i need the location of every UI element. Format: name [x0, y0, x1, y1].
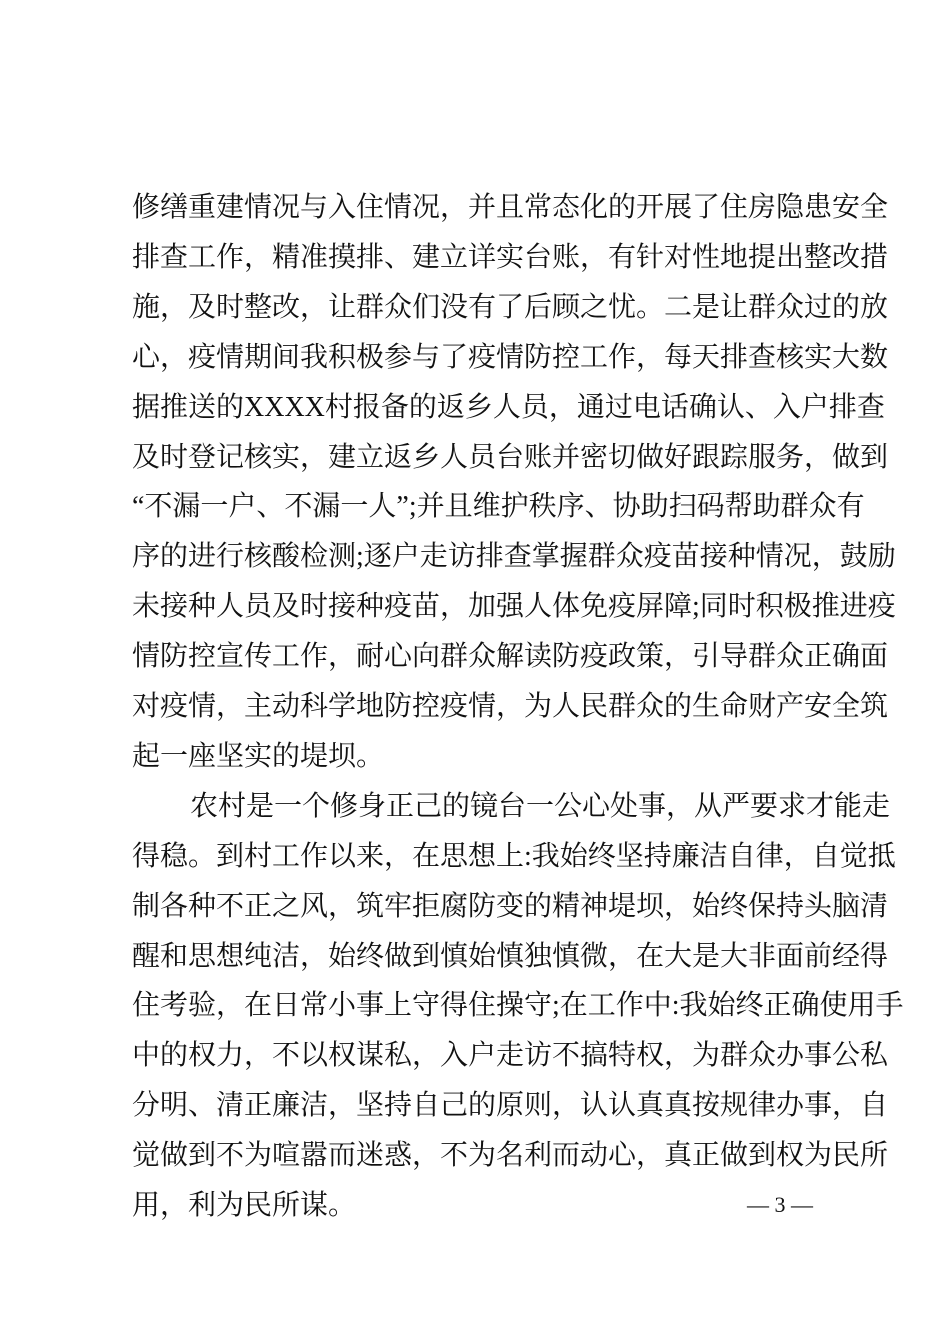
- text-line: 制各种不正之风，筑牢拒腐防变的精神堤坝，始终保持头脑清: [132, 890, 889, 922]
- text-line: 醒和思想纯洁，始终做到慎始慎独慎微，在大是大非面前经得: [132, 940, 889, 972]
- text-line: 据推送的XXXX村报备的返乡人员，通过电话确认、入户排查: [132, 391, 885, 423]
- text-line: 用，利为民所谋。: [132, 1190, 357, 1221]
- text-line: 心，疫情期间我积极参与了疫情防控工作，每天排查核实大数: [132, 341, 889, 373]
- text-line: 农村是一个修身正己的镜台一公心处事，从严要求才能走: [190, 790, 891, 822]
- text-line: 排查工作，精准摸排、建立详实台账，有针对性地提出整改措: [132, 241, 889, 273]
- text-line: 中的权力，不以权谋私，入户走访不搞特权，为群众办事公私: [132, 1040, 889, 1072]
- text-line: 未接种人员及时接种疫苗，加强人体免疫屏障;同时积极推进疫: [132, 591, 896, 623]
- text-line: 及时登记核实，建立返乡人员台账并密切做好跟踪服务，做到: [132, 441, 889, 473]
- page-number: — 3 —: [747, 1192, 813, 1217]
- text-line: 修缮重建情况与入住情况，并且常态化的开展了住房隐患安全: [132, 192, 889, 223]
- text-line: 序的进行核酸检测;逐户走访排查掌握群众疫苗接种情况，鼓励: [132, 541, 896, 573]
- text-line: 住考验，在日常小事上守得住操守;在工作中:我始终正确使用手: [132, 990, 904, 1022]
- text-line: 对疫情，主动科学地防控疫情，为人民群众的生命财产安全筑: [132, 691, 889, 722]
- text-line: 得稳。到村工作以来，在思想上:我始终坚持廉洁自律，自觉抵: [132, 840, 896, 872]
- text-line: 分明、清正廉洁，坚持自己的原则，认认真真按规律办事，自: [132, 1090, 889, 1122]
- text-line: “不漏一户、不漏一人”;并且维护秩序、协助扫码帮助群众有: [132, 491, 865, 523]
- text-line: 施，及时整改，让群众们没有了后顾之忧。二是让群众过的放: [132, 291, 889, 323]
- text-line: 情防控宣传工作，耐心向群众解读防疫政策，引导群众正确面: [132, 641, 889, 673]
- text-line: 起一座坚实的堤坝。: [132, 740, 385, 772]
- text-line: 觉做到不为喧嚣而迷惑，不为名利而动心，真正做到权为民所: [132, 1140, 889, 1172]
